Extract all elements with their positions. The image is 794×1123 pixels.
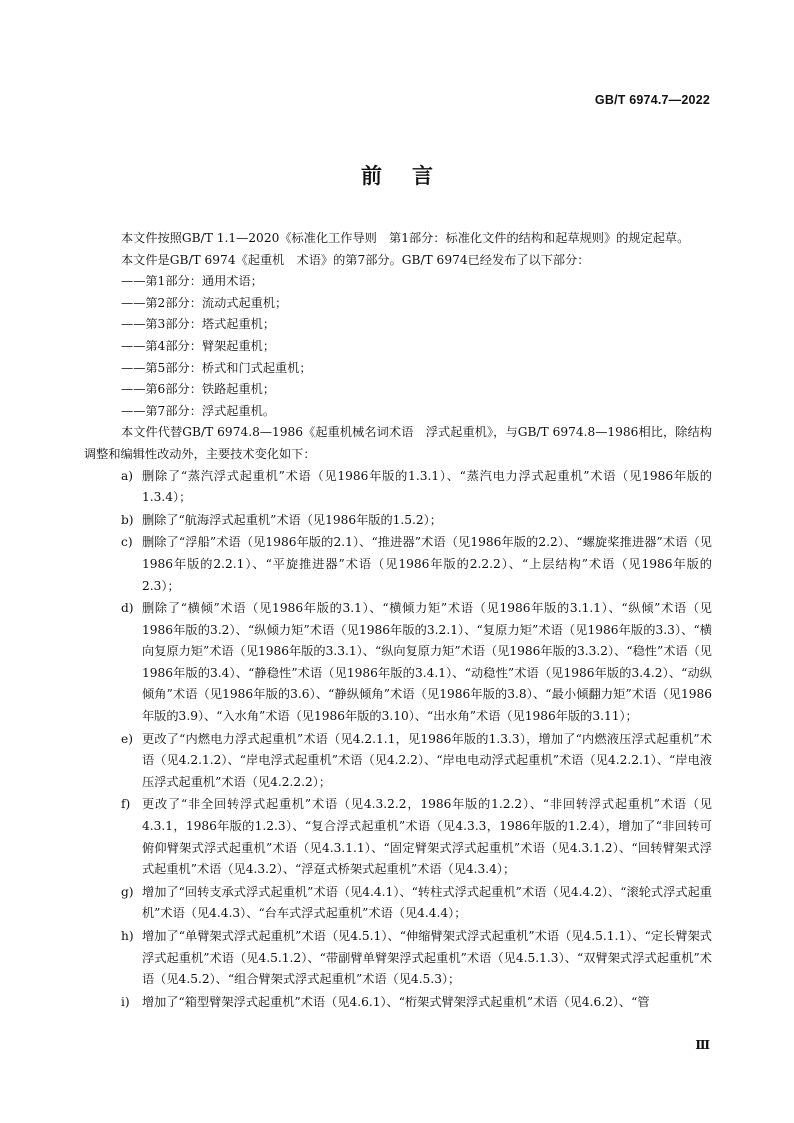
list-item: ——第7部分：浮式起重机。 — [121, 403, 276, 418]
list-item: ——第3部分：塔式起重机； — [121, 317, 276, 332]
list-item — [84, 992, 712, 1014]
paragraph-drafting-rules: 本文件按照GB/T 1.1—2020《标准化工作导则 第1部分：标准化文件的结构和起草规则》的规定起草。 — [121, 231, 690, 245]
list-item-text: 增加了“单臂架式浮式起重机”术语（见4.5.1）、“伸缩臂架式浮式起重机”术语（见4.5.1.1）、“定长臂架式浮式起重机”术语（见4.5.1.2）、“带副臂单臂架浮式起重机”术语（见4.5.1.3）、“双臂架式浮式起重机”术语（见4.5.2）、“组合臂架式浮式起重机”术语（见4.5.3）； — [142, 929, 712, 987]
list-item — [84, 532, 712, 597]
list-item: ——第4部分：臂架起重机； — [121, 338, 276, 353]
list-item-text: 删除了“横倾”术语（见1986年版的3.1）、“横倾力矩”术语（见1986年版的3.1.1）、“纵倾”术语（见1986年版的3.2）、“纵倾力矩”术语（见1986年版的3.2.1）、“复原力矩”术语（见1986年版的3.3）、“横向复原力矩”术语（见1986年版的3.3.1）、“纵向复原力矩”术语（见1986年版的3.3.2）、“稳性”术语（见1986年版的3.4）、“静稳性”术语（见1986年版的3.4.1）、“动稳性”术语（见1986年版的3.4.2）、“动纵倾角”术语（见1986年版的3.6）、“静纵倾角”术语（见1986年版的3.8）、“最小倾翻力矩”术语（见1986年版的3.9）、“入水角”术语（见1986年版的3.10）、“出水角”术语（见1986年版的3.11）； — [142, 601, 712, 724]
parts-list — [84, 271, 712, 422]
list-item-label: a) — [121, 468, 134, 483]
list-item-label: h) — [121, 929, 134, 943]
paragraph-series-intro: 本文件是GB/T 6974《起重机 术语》的第7部分。GB/T 6974已经发布了以下部分： — [121, 252, 590, 267]
list-item-label: g) — [121, 884, 134, 899]
page-title: 前言 — [361, 164, 463, 188]
list-item — [84, 729, 712, 794]
document-body — [84, 228, 712, 1013]
list-item — [84, 510, 712, 532]
page-number: Ⅲ — [695, 1038, 710, 1052]
list-item-text: 删除了“蒸汽浮式起重机”术语（见1986年版的1.3.1）、“蒸汽电力浮式起重机”术语（见1986年版的1.3.4）； — [142, 468, 712, 505]
list-item-text: 更改了“非全回转浮式起重机”术语（见4.3.2.2，1986年版的1.2.2）、“非回转浮式起重机”术语（见4.3.1，1986年版的1.2.3）、“复合浮式起重机”术语（见4.3.3，1986年版的1.2.4），增加了“非回转可俯仰臂架式浮式起重机”术语（见4.3.1.1）、“固定臂架式浮式起重机”术语（见4.3.1.2）、“回转臂架式浮式起重机”术语（见4.3.2）、“浮趸式桥架式起重机”术语（见4.3.4）； — [142, 797, 712, 877]
list-item-label: b) — [121, 512, 134, 527]
list-item: ——第6部分：铁路起重机； — [121, 382, 276, 397]
list-item-label: f) — [121, 797, 131, 812]
list-item — [84, 882, 712, 925]
list-item — [84, 794, 712, 880]
list-item — [84, 598, 712, 728]
list-item — [84, 926, 712, 991]
list-item-text: 增加了“回转支承式浮式起重机”术语（见4.4.1）、“转柱式浮式起重机”术语（见4.4.2）、“滚轮式浮式起重机”术语（见4.4.3）、“台车式浮式起重机”术语（见4.4.4）； — [142, 884, 712, 921]
list-item: ——第2部分：流动式起重机； — [121, 295, 288, 310]
standard-code: GB/T 6974.7—2022 — [594, 93, 710, 107]
paragraph-replacement: 本文件代替GB/T 6974.8—1986《起重机械名词术语 浮式起重机》，与GB/T 6974.8—1986相比，除结构调整和编辑性改动外，主要技术变化如下： — [84, 425, 712, 461]
list-item-text: 更改了“内燃电力浮式起重机”术语（见4.2.1.1，见1986年版的1.3.3），增加了“内燃液压浮式起重机”术语（见4.2.1.2）、“岸电浮式起重机”术语（见4.2.2）、“岸电电动浮式起重机”术语（见4.2.2.1）、“岸电液压浮式起重机”术语（见4.2.2.2）； — [142, 731, 712, 789]
list-item-text: 增加了“箱型臂架浮式起重机”术语（见4.6.1）、“桁架式臂架浮式起重机”术语（见4.6.2）、“管 — [142, 994, 650, 1009]
list-item-label: d) — [121, 601, 134, 616]
list-item-label: e) — [121, 731, 133, 746]
changes-list — [84, 466, 712, 1014]
list-item: ——第5部分：桥式和门式起重机； — [121, 360, 312, 375]
list-item-text: 删除了“航海浮式起重机”术语（见1986年版的1.5.2）； — [142, 512, 442, 527]
list-item-label: i) — [121, 994, 130, 1009]
list-item-label: c) — [121, 535, 133, 550]
list-item-text: 删除了“浮船”术语（见1986年版的2.1）、“推进器”术语（见1986年版的2.2）、“螺旋桨推进器”术语（见1986年版的2.2.1）、“平旋推进器”术语（见1986年版的2.2.2）、“上层结构”术语（见1986年版的2.3）； — [142, 535, 712, 593]
list-item — [84, 466, 712, 509]
list-item: ——第1部分：通用术语； — [121, 274, 263, 289]
